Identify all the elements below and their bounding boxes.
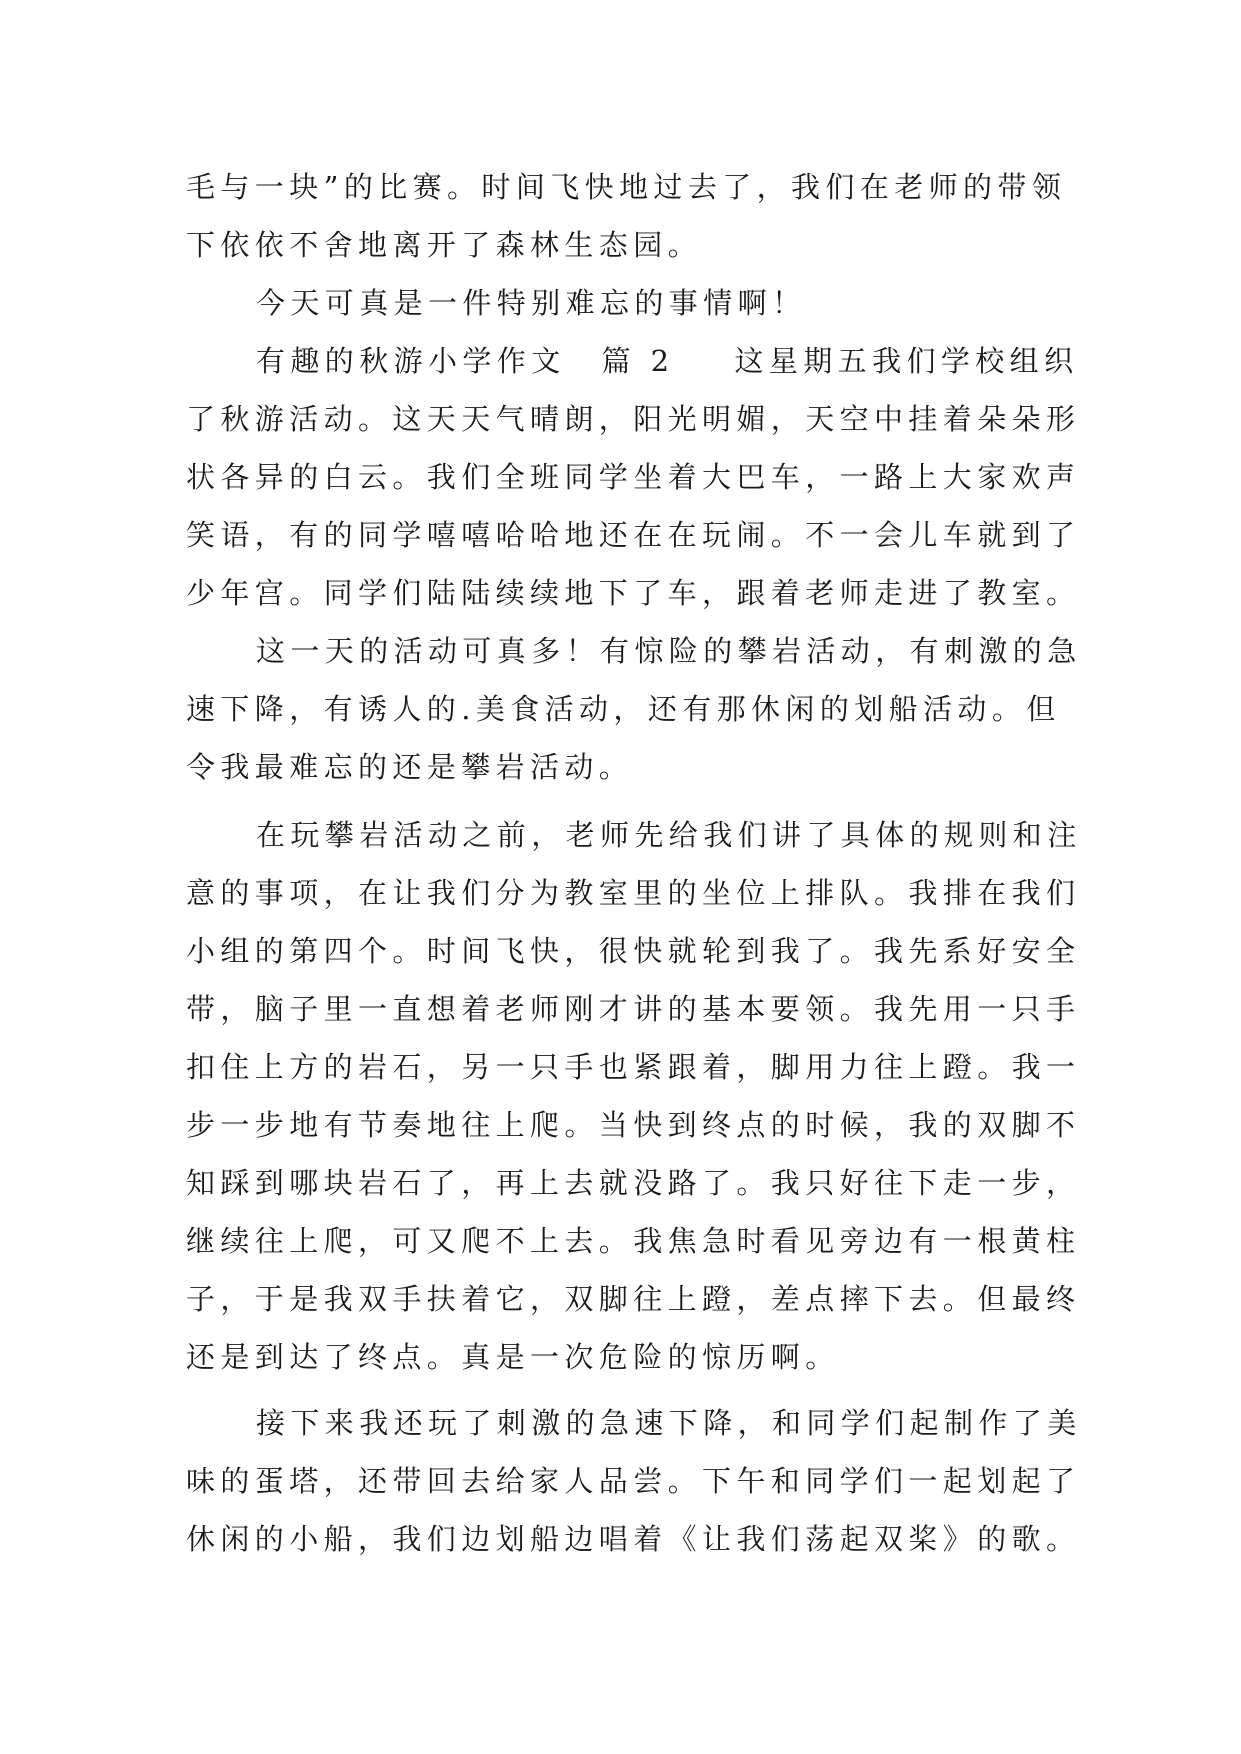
text-line: 继续往上爬，可又爬不上去。我焦急时看见旁边有一根黄柱 bbox=[186, 1224, 1081, 1258]
text-line: 下依依不舍地离开了森林生态园。 bbox=[186, 228, 703, 262]
text-line: 毛与一块”的比赛。时间飞快地过去了，我们在老师的带领 bbox=[186, 170, 1067, 204]
text-line: 少年宫。同学们陆陆续续地下了车，跟着老师走进了教室。 bbox=[186, 576, 1081, 610]
text-line: 扣住上方的岩石，另一只手也紧跟着，脚用力往上蹬。我一 bbox=[186, 1050, 1081, 1084]
text-line: 步一步地有节奏地往上爬。当快到终点的时候，我的双脚不 bbox=[186, 1108, 1081, 1142]
text-line: 知踩到哪块岩石了，再上去就没路了。我只好往下走一步， bbox=[186, 1166, 1081, 1200]
text-line: 子，于是我双手扶着它，双脚往上蹬，差点摔下去。但最终 bbox=[186, 1282, 1081, 1316]
text-line: 味的蛋塔，还带回去给家人品尝。下午和同学们一起划起了 bbox=[186, 1464, 1081, 1498]
section-number: 篇 2 bbox=[601, 344, 675, 378]
text-line: 了秋游活动。这天天气晴朗，阳光明媚，天空中挂着朵朵形 bbox=[186, 402, 1081, 436]
text-line: 今天可真是一件特别难忘的事情啊！ bbox=[256, 286, 807, 320]
text-line: 还是到达了终点。真是一次危险的惊历啊。 bbox=[186, 1340, 840, 1374]
text-line: 意的事项，在让我们分为教室里的坐位上排队。我排在我们 bbox=[186, 876, 1081, 910]
text-line: 状各异的白云。我们全班同学坐着大巴车，一路上大家欢声 bbox=[186, 460, 1081, 494]
text-line: 这一天的活动可真多！有惊险的攀岩活动，有刺激的急 bbox=[256, 634, 1082, 668]
essay-body bbox=[186, 158, 1082, 1568]
text-line: 这星期五我们学校组织 bbox=[734, 344, 1079, 378]
text-line: 休闲的小船，我们边划船边唱着《让我们荡起双桨》的歌。 bbox=[186, 1522, 1081, 1556]
text-line: 小组的第四个。时间飞快，很快就轮到我了。我先系好安全 bbox=[186, 934, 1081, 968]
text-line: 带，脑子里一直想着老师刚才讲的基本要领。我先用一只手 bbox=[186, 992, 1081, 1026]
text-line: 在玩攀岩活动之前，老师先给我们讲了具体的规则和注 bbox=[256, 818, 1082, 852]
text-line: 令我最难忘的还是攀岩活动。 bbox=[186, 750, 634, 784]
essay-title: 有趣的秋游小学作文 bbox=[256, 344, 566, 378]
text-line: 笑语，有的同学嘻嘻哈哈地还在在玩闹。不一会儿车就到了 bbox=[186, 518, 1081, 552]
text-line: 速下降，有诱人的.美食活动，还有那休闲的划船活动。但 bbox=[186, 692, 1061, 726]
section-heading-line bbox=[186, 332, 1079, 390]
text-line: 接下来我还玩了刺激的急速下降，和同学们起制作了美 bbox=[256, 1406, 1082, 1440]
